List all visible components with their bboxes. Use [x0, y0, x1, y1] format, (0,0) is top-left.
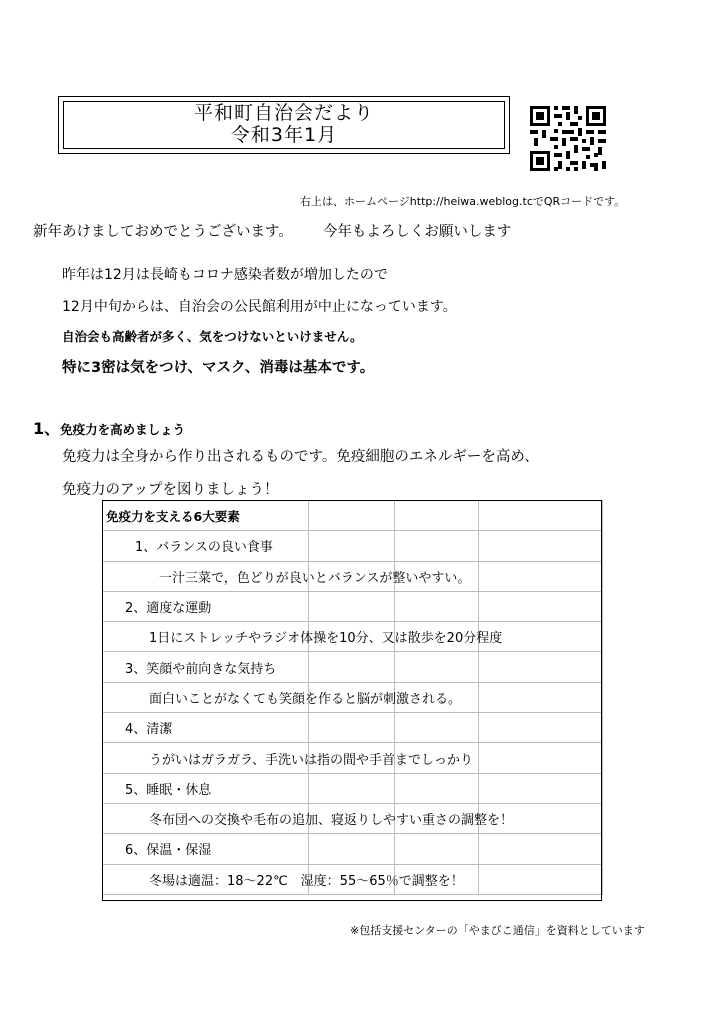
- factor-label: 5、睡眠・休息: [103, 773, 309, 803]
- title-box-inner: [63, 101, 505, 149]
- table-row: [103, 864, 603, 894]
- immunity-factors-table: [102, 500, 603, 895]
- table-row: [103, 773, 603, 803]
- table-row: [103, 531, 603, 561]
- factor-desc: 冬布団への交換や毛布の追加、寝返りしやすい重さの調整を！: [103, 803, 309, 833]
- newsletter-date: 令和3年1月: [230, 124, 338, 146]
- factor-label: 1、バランスの良い食事: [103, 531, 309, 561]
- table-row: [103, 743, 603, 773]
- table-row: [103, 561, 603, 591]
- section-1-line-1: 免疫力は全身から作り出されるものです。免疫細胞のエネルギーを高め、: [62, 449, 539, 465]
- qr-code-icon[interactable]: [527, 104, 609, 174]
- intro-line-3: 自治会も高齢者が多く、気をつけないといけません。: [62, 329, 363, 344]
- factor-desc: 冬場は適温：18～22℃ 湿度：55～65％で調整を！: [103, 864, 309, 894]
- factor-label: 2、適度な運動: [103, 591, 309, 621]
- factors-heading: 免疫力を支える6大要素: [103, 501, 309, 531]
- title-box: [58, 96, 510, 154]
- table-row: [103, 501, 603, 531]
- table-row: [103, 591, 603, 621]
- table-row: [103, 622, 603, 652]
- intro-line-4: 特に3密は気をつけ、マスク、消毒は基本です。: [62, 360, 375, 376]
- factor-label: 4、清潔: [103, 713, 309, 743]
- table-row: [103, 682, 603, 712]
- greeting-part1: 新年あけましておめでとうございます。: [33, 224, 293, 240]
- intro-line-2: 12月中旬からは、自治会の公民館利用が中止になっています。: [62, 299, 457, 315]
- section-1-heading: [33, 416, 185, 439]
- factor-label: 3、笑顔や前向きな気持ち: [103, 652, 309, 682]
- section-1-title: 免疫力を高めましょう: [60, 422, 186, 437]
- greeting-part2: 今年もよろしくお願いします: [322, 224, 512, 240]
- section-1-line-2: 免疫力のアップを図りましょう！: [62, 482, 279, 498]
- new-year-greeting: [33, 220, 511, 241]
- factor-desc: うがいはガラガラ、手洗いは指の間や手首までしっかり: [103, 743, 309, 773]
- qr-note: 右上は、ホームページhttp://heiwa.weblog.tcでQRコードです。: [300, 195, 626, 208]
- factor-label: 6、保温・保湿: [103, 834, 309, 864]
- intro-line-1: 昨年は12月は長崎もコロナ感染者数が増加したので: [62, 267, 388, 283]
- factor-desc: 面白いことがなくても笑顔を作ると脳が刺激される。: [103, 682, 309, 712]
- table-row: [103, 713, 603, 743]
- table-row: [103, 834, 603, 864]
- table-row: [103, 803, 603, 833]
- table-row: [103, 652, 603, 682]
- factor-desc: 1日にストレッチやラジオ体操を10分、又は散歩を20分程度: [103, 622, 309, 652]
- source-note: ※包括支援センターの「やまびこ通信」を資料としています: [350, 924, 645, 937]
- factor-desc: 一汁三菜で，色どりが良いとバランスが整いやすい。: [103, 561, 309, 591]
- section-1-number: 1、: [33, 419, 61, 438]
- newsletter-title: 平和町自治会だより: [193, 102, 374, 125]
